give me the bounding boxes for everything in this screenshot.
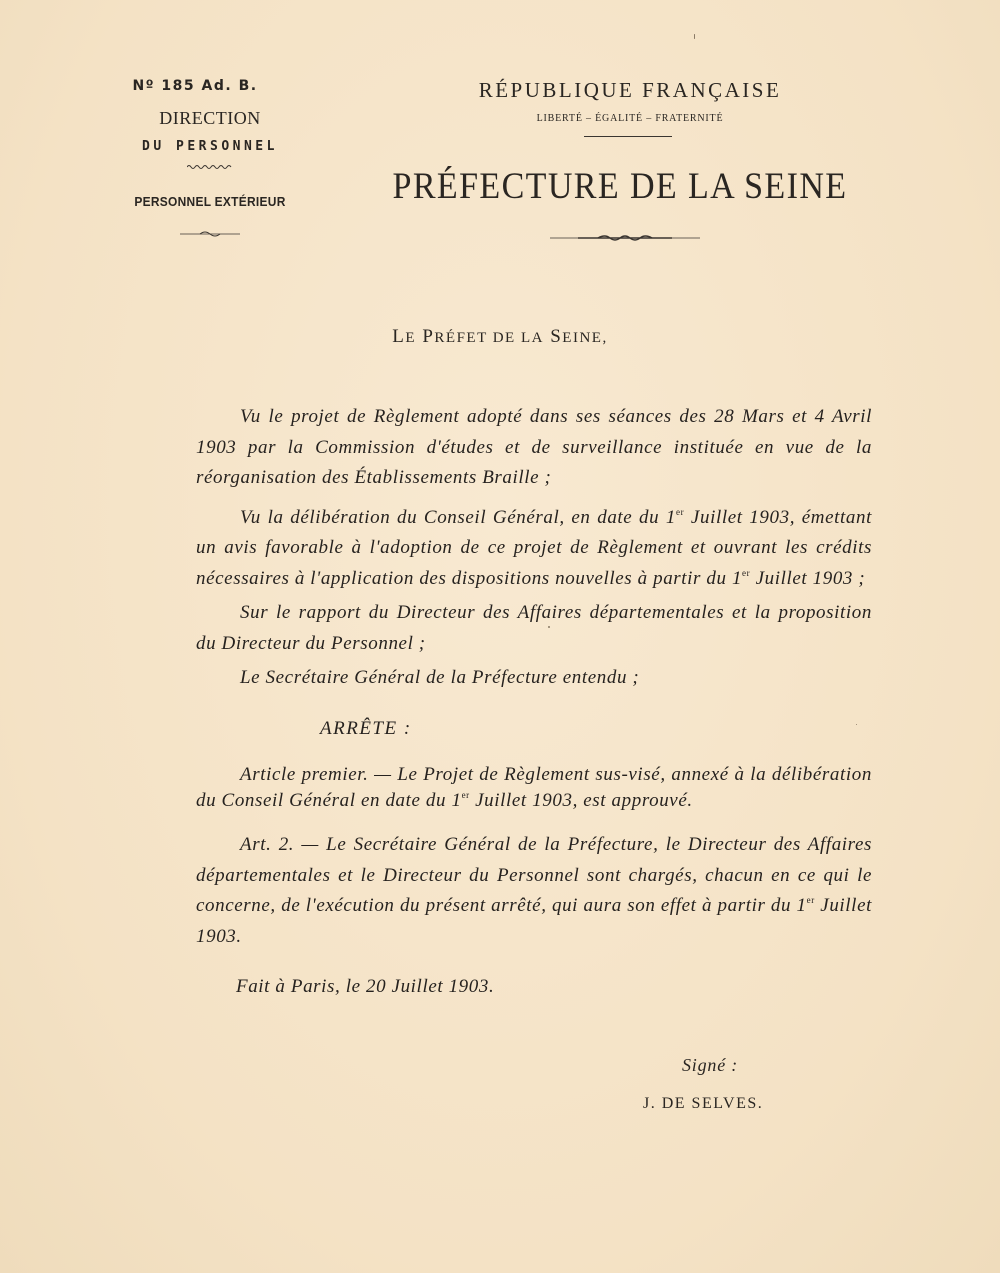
article-2 xyxy=(196,830,872,952)
republic-heading: RÉPUBLIQUE FRANÇAISE xyxy=(478,78,782,102)
art2-text-a: Art. 2. — Le Secrétaire Général de la Préfecture, le Directeur des Affaires départementales et le Directeur du Personnel sont chargés, chacun en ce qui le concerne, de l'exécution du présent arrêté, qui aura son effet à partir du 1 xyxy=(196,834,872,916)
signe-label: Signé : xyxy=(682,1055,739,1075)
arrete-heading: ARRÊTE : xyxy=(320,717,412,739)
art2-text-b: Juillet 1903. xyxy=(196,895,872,947)
paragraph-2 xyxy=(196,503,872,595)
title-e: E xyxy=(405,330,417,346)
motto: LIBERTÉ – ÉGALITÉ – FRATERNITÉ xyxy=(536,113,724,124)
right-header xyxy=(340,78,900,238)
direction-label: DIRECTION xyxy=(159,108,261,128)
title-s: S xyxy=(550,326,563,347)
art2-sup: er xyxy=(806,895,815,905)
divider-rule xyxy=(584,136,672,137)
decree-body xyxy=(196,402,872,1003)
title-l: L xyxy=(392,326,406,347)
title-refet: RÉFET DE LA xyxy=(434,330,544,346)
p2-text-c: Juillet 1903 ; xyxy=(750,567,866,589)
signatory-name: J. DE SELVES. xyxy=(643,1095,764,1112)
paper-speck xyxy=(548,626,550,628)
art1-text-a: Article premier. — Le Projet de Règlement sus-visé, annexé à la délibération du Conseil Général en date du 1 xyxy=(196,764,872,811)
small-ornament xyxy=(180,223,240,231)
article-1 xyxy=(196,762,872,814)
p2-sup-2: er xyxy=(742,567,751,578)
du-personnel-label: DU PERSONNEL xyxy=(142,139,278,154)
fait-a-paris: Fait à Paris, le 20 Juillet 1903. xyxy=(236,976,495,997)
title-p: P xyxy=(422,326,435,347)
art1-sup: er xyxy=(461,790,470,800)
art1-text-b: Juillet 1903, est approuvé. xyxy=(469,790,693,811)
wave-ornament xyxy=(90,164,330,172)
personnel-exterieur-label: PERSONNEL EXTÉRIEUR xyxy=(134,194,286,209)
prefecture-heading: PRÉFECTURE DE LA SEINE xyxy=(392,166,848,207)
large-ornament xyxy=(550,228,700,238)
paper-speck xyxy=(856,724,857,725)
p2-text-a: Vu la délibération du Conseil Général, en date du 1 xyxy=(240,506,677,528)
paragraph-3: Sur le rapport du Directeur des Affaires départementales et la proposition du Directeur du Personnel ; xyxy=(196,602,872,654)
paragraph-1: Vu le projet de Règlement adopté dans ses séances des 28 Mars et 4 Avril 1903 par la Commission d'études et de surveillance instituée en vue de la réorganisation des Établissements Braille ; xyxy=(196,406,872,488)
left-header xyxy=(90,78,330,231)
prefet-title xyxy=(0,326,1000,348)
reference-number: Nº 185 Ad. B. xyxy=(132,78,258,94)
paragraph-4: Le Secrétaire Général de la Préfecture entendu ; xyxy=(240,667,640,688)
title-eine: EINE, xyxy=(562,330,608,346)
paper-speck xyxy=(694,34,695,39)
p2-sup: er xyxy=(676,506,685,517)
p2-text-b: Juillet 1903, émettant un avis favorable à l'adoption de ce projet de Règlement et ouvrant les crédits nécessaires à l'application des dispositions nouvelles à partir du 1 xyxy=(196,506,872,589)
